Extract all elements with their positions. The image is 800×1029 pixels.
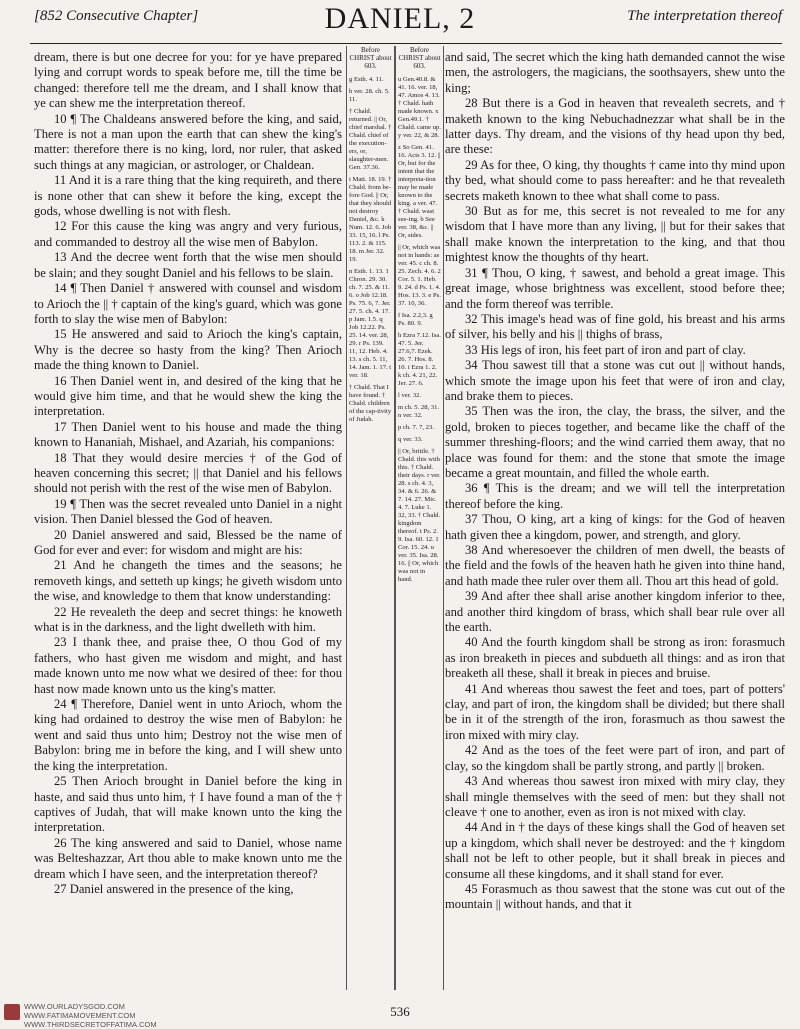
verse-paragraph: 11 And it is a rare thing that the king requireth, and there is none other that can shew it before the king, except the gods, whose dwelling is not with flesh. — [34, 173, 342, 219]
verse-paragraph: 40 And the fourth kingdom shall be strong as iron: forasmuch as iron breaketh in pieces and subdueth all things: and as iron that breaketh all these, shall it break in pieces and bruise. — [445, 635, 785, 681]
margin-ref: n Esth. 1. 13. 1 Chron. 29. 30. ch. 7. 25. & 11. 6. o Job 12.18. Ps. 75. 6, 7. Jer. 27. 5. ch. 4. 17. p Jam. 1.5. q Job 12.22. Ps. 25. 14. ver. 28, 29. r Ps. 139. 11, 12. Heb. 4. 13. s ch. 5. 11, 14. Jam. 1. 17. t ver. 18. — [349, 268, 392, 379]
margin-ref: || Or, brittle. † Chald. this with this. † Chald. their days. r ver. 28. s ch. 4. 3, 34. & 6. 26. & 7. 14. 27. Mic. 4. 7. Luke 1. 32, 33. † Chald. kingdom thereof. t Ps. 2. 9. Isa. 60. 12. 1 Cor. 15. 24. u ver. 35. Isa. 28. 16. || Or, which was not in hand. — [398, 448, 441, 583]
verse-paragraph: 30 But as for me, this secret is not revealed to me for any wisdom that I have more than any living, || but for their sakes that shall make known the interpretation to the king, and that thou mightest know the thoughts of thy heart. — [445, 204, 785, 265]
before-christ-label: Before CHRIST about 603. — [398, 46, 441, 70]
header-rule — [30, 43, 782, 44]
verse-paragraph: 25 Then Arioch brought in Daniel before the king in haste, and said thus unto him, † I have found a man of the † captives of Judah, that will make known unto the king the interpretation. — [34, 774, 342, 835]
chapter-label: [852 Consecutive Chapter] — [34, 8, 199, 24]
verse-paragraph: 28 But there is a God in heaven that revealeth secrets, and † maketh known to the king Nebuchadnezzar what shall be in the latter days. Thy dream, and the visions of thy head upon thy bed, are these: — [445, 96, 785, 157]
verse-paragraph: dream, there is but one decree for you: for ye have prepared lying and corrupt words to speak before me, till the time be changed: therefore tell me the dream, and I shall know that ye can shew me the interpretation thereof. — [34, 50, 342, 111]
verse-paragraph: 36 ¶ This is the dream; and we will tell the interpretation thereof before the king. — [445, 481, 785, 511]
margin-ref: i Matt. 18. 19. † Chald. from be-fore God. || Or, that they should not destroy Daniel, &c. k Num. 12. 6. Job 33. 15, 16. l Ps. 113. 2. & 115. 18. m Jer. 32. 19. — [349, 176, 392, 263]
verse-paragraph: 22 He revealeth the deep and secret things: he knoweth what is in the darkness, and the light dwelleth with him. — [34, 604, 342, 635]
verse-paragraph: 38 And wheresoever the children of men dwell, the beasts of the field and the fowls of the heaven hath he given into thine hand, and hath made thee ruler over them all. Thou art this head of gold. — [445, 543, 785, 588]
verse-paragraph: 41 And whereas thou sawest the feet and toes, part of potters' clay, and part of iron, the kingdom shall be divided; but there shall be in it of the strength of the iron, forasmuch as thou sawest the iron mixed with miry clay. — [445, 681, 785, 742]
margin-ref: † Chald. returned. || Or, chief marshal. † Chald. chief of the execution-ers, or, slaughter-men. Gen. 37.36. — [349, 108, 392, 171]
margin-ref: † Chald. That I have found. † Chald. children of the cap-tivity of Judah. — [349, 384, 392, 423]
page-number: 536 — [390, 1004, 410, 1019]
verse-paragraph: 34 Thou sawest till that a stone was cut out || without hands, which smote the image upon his feet that were of iron and clay, and brake them to pieces. — [445, 358, 785, 403]
verse-paragraph: and said, The secret which the king hath demanded cannot the wise men, the astrologers, the magicians, the soothsayers, shew unto the king; — [445, 50, 785, 95]
verse-paragraph: 19 ¶ Then was the secret revealed unto Daniel in a night vision. Then Daniel blessed the God of heaven. — [34, 496, 342, 527]
margin-ref: m ch. 5. 28, 31. n ver. 32. — [398, 404, 440, 419]
verse-paragraph: 15 He answered and said to Arioch the king's captain, Why is the decree so hasty from the king? Then Arioch made the thing known to Daniel. — [34, 327, 342, 373]
margin-references-b — [395, 46, 444, 990]
verse-paragraph: 18 That they would desire mercies † of the God of heaven concerning this secret; || that Daniel and his fellows should not perish with the rest of the wise men of Babylon. — [34, 450, 342, 496]
margin-ref: p ch. 7. 7, 23. — [398, 424, 434, 431]
margin-ref: q ver. 33. — [398, 436, 423, 443]
section-title: The interpretation thereof — [627, 8, 782, 24]
book-title: DANIEL, 2 — [324, 2, 476, 35]
footer-link[interactable]: WWW.FATIMAMOVEMENT.COM — [24, 1011, 136, 1020]
verse-paragraph: 21 And he changeth the times and the seasons; he removeth kings, and setteth up kings; he giveth wisdom unto the wise, and knowledge to them that know understanding: — [34, 558, 342, 604]
verse-paragraph: 23 I thank thee, and praise thee, O thou God of my fathers, who hast given me wisdom and might, and hast made known unto me now what we desired of thee: for thou hast now made known unto us the king's matter. — [34, 635, 342, 696]
margin-ref: l ver. 32. — [398, 392, 422, 399]
verse-paragraph: 31 ¶ Thou, O king, † sawest, and behold a great image. This great image, whose brightness was excellent, stood before thee; and the form thereof was terrible. — [445, 265, 785, 311]
page-header — [0, 0, 800, 46]
verse-paragraph: 44 And in † the days of these kings shall the God of heaven set up a kingdom, which shall never be destroyed: and the † kingdom shall not be left to other people, but it shall break in pieces and consume all these kingdoms, and it shall stand for ever. — [445, 820, 785, 881]
verse-paragraph: 24 ¶ Therefore, Daniel went in unto Arioch, whom the king had ordained to destroy the wise men of Babylon: he went and said thus unto him; Destroy not the wise men of Babylon: bring me in before the king, and I will shew unto the king the interpretation. — [34, 697, 342, 773]
verse-paragraph: 39 And after thee shall arise another kingdom inferior to thee, and another third kingdom of brass, which shall bear rule over all the earth. — [445, 589, 785, 635]
verse-paragraph: 45 Forasmuch as thou sawest that the stone was cut out of the mountain || without hands, and that it — [445, 881, 785, 912]
verse-paragraph: 17 Then Daniel went to his house and made the thing known to Hananiah, Mishael, and Azariah, his companions: — [34, 419, 342, 450]
footer-link[interactable]: WWW.OURLADYSGOD.COM — [24, 1002, 125, 1011]
margin-references-a — [346, 46, 395, 990]
verse-paragraph: 20 Daniel answered and said, Blessed be the name of God for ever and ever: for wisdom and might are his: — [34, 527, 342, 557]
left-column — [34, 50, 342, 897]
footer-link[interactable]: WWW.THIRDSECRETOFFATIMA.COM — [24, 1020, 157, 1029]
verse-paragraph: 10 ¶ The Chaldeans answered before the king, and said, There is not a man upon the earth that can shew the king's matter: therefore there is no king, lord, nor ruler, that asked such things at any magician, or astrologer, or Chaldean. — [34, 111, 342, 172]
margin-ref: h Ezra 7.12. Isa. 47. 5. Jer. 27.6,7. Ezek. 26. 7. Hos. 8. 10. i Ezra 1. 2. k ch. 4. 21, 22. Jer. 27. 6. — [398, 332, 441, 387]
verse-paragraph: 42 And as the toes of the feet were part of iron, and part of clay, so the kingdom shall be partly strong, and partly || broken. — [445, 743, 785, 773]
verse-paragraph: 14 ¶ Then Daniel † answered with counsel and wisdom to Arioch the || † captain of the king's guard, which was gone forth to slay the wise men of Babylon: — [34, 281, 342, 326]
verse-paragraph: 43 And whereas thou sawest iron mixed with miry clay, they shall mingle themselves with the seed of men: but they shall not cleave † one to another, even as iron is not mixed with clay. — [445, 774, 785, 819]
verse-paragraph: 33 His legs of iron, his feet part of iron and part of clay. — [465, 342, 746, 357]
margin-ref: g Esth. 4. 11. — [349, 76, 384, 83]
margin-ref: u Gen.40.8. & 41. 16. ver. 18, 47. Amos 4. 13. † Chald. hath made known. x Gen.49.1. † Chald. came up. y ver. 22, & 28. — [398, 76, 441, 139]
margin-ref: f Isa. 2.2,3. g Ps. 80. 9. — [398, 312, 433, 327]
verse-paragraph: 26 The king answered and said to Daniel, whose name was Belteshazzar, Art thou able to make known unto me the dream which I have seen, and the interpretation thereof? — [34, 835, 342, 881]
right-column — [445, 50, 785, 913]
before-christ-label: Before CHRIST about 603. — [349, 46, 392, 70]
verse-paragraph: 16 Then Daniel went in, and desired of the king that he would give him time, and that he would shew the king the interpretation. — [34, 373, 342, 419]
margin-ref: || Or, which was not in hands: as ver. 45. c ch. 8. 25. Zech. 4. 6. 2 Cor. 5. 1. Heb. 9. 24. d Ps. 1. 4. Hos. 13. 3. e Ps. 37. 10, 36. — [398, 244, 441, 307]
verse-paragraph: 32 This image's head was of fine gold, his breast and his arms of silver, his belly and his || thighs of brass, — [445, 311, 785, 342]
margin-ref: z So Gen. 41. 16. Acts 3. 12. || Or, but for the intent that the interpreta-tion may be made known to the king. a ver. 47. † Chald. wast see-ing. b See ver. 38, &c. || Or, sides. — [398, 144, 441, 239]
verse-paragraph: 37 Thou, O king, art a king of kings: for the God of heaven hath given thee a kingdom, power, and strength, and glory. — [445, 512, 785, 542]
verse-paragraph: 35 Then was the iron, the clay, the brass, the silver, and the gold, broken to pieces together, and became like the chaff of the summer threshing-floors; and the wind carried them away, that no place was found for them: and the stone that smote the image became a great mountain, and filled the whole earth. — [445, 404, 785, 480]
margin-ref: h ver. 28. ch. 5. 11. — [349, 88, 390, 103]
verse-paragraph: 13 And the decree went forth that the wise men should be slain; and they sought Daniel and his fellows to be slain. — [34, 250, 342, 280]
verse-paragraph: 12 For this cause the king was angry and very furious, and commanded to destroy all the wise men of Babylon. — [34, 219, 342, 249]
verse-paragraph: 29 As for thee, O king, thy thoughts † came into thy mind upon thy bed, what should come to pass hereafter: and he that revealeth secrets maketh known to thee what shall come to pass. — [445, 157, 785, 203]
verse-paragraph: 27 Daniel answered in the presence of the king, — [54, 881, 294, 896]
